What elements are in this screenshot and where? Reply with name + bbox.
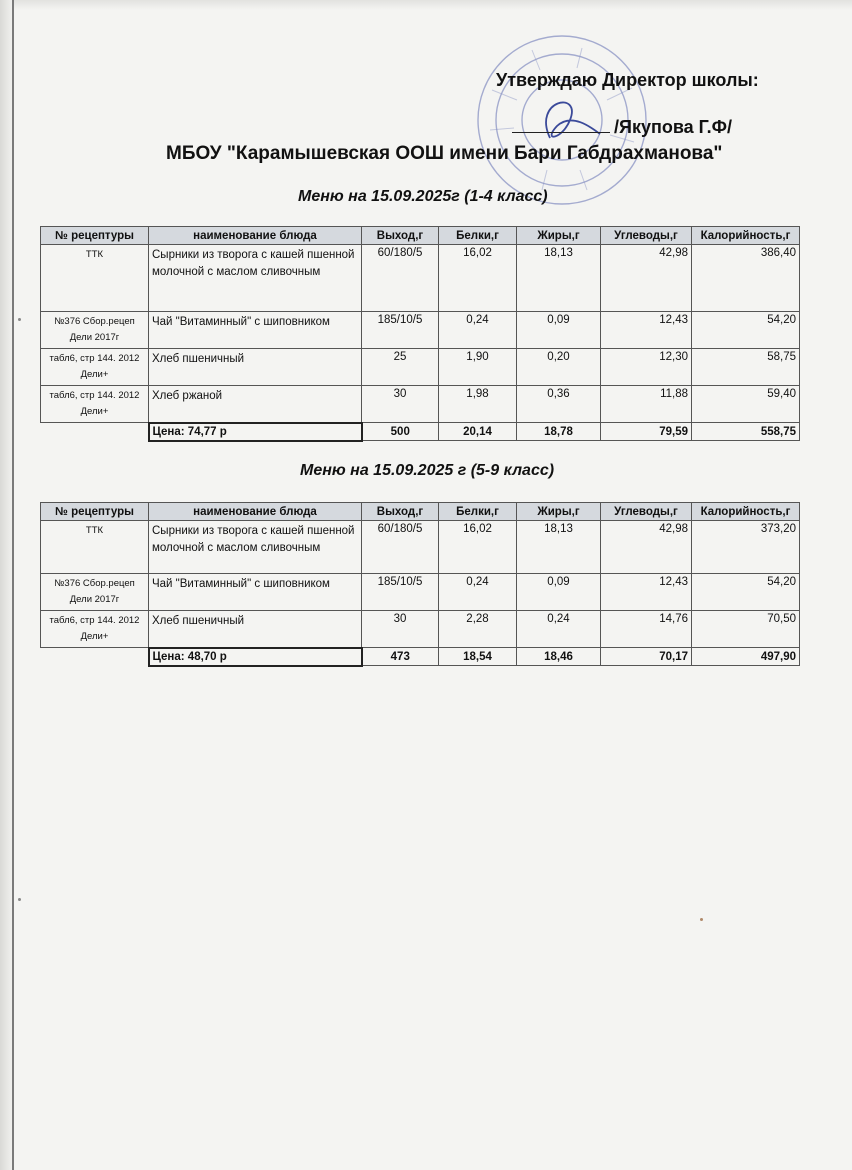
price-cell: Цена: 74,77 р bbox=[149, 423, 362, 441]
recipe-code: ТТК bbox=[41, 521, 149, 574]
table-header-row bbox=[41, 503, 800, 521]
col-header: № рецептуры bbox=[41, 503, 149, 521]
table-row bbox=[41, 312, 800, 349]
kcal-cell: 54,20 bbox=[692, 574, 800, 611]
dish-name: Хлеб ржаной bbox=[149, 386, 362, 423]
yield-cell: 185/10/5 bbox=[362, 574, 439, 611]
menu-title-1-4: Меню на 15.09.2025г (1-4 класс) bbox=[298, 188, 548, 205]
recipe-code: табл6, стр 144. 2012 Дели+ bbox=[41, 611, 149, 648]
scan-line bbox=[12, 0, 14, 1170]
menu-table-5-9 bbox=[40, 502, 800, 667]
carbs-cell: 42,98 bbox=[601, 521, 692, 574]
kcal-cell: 70,50 bbox=[692, 611, 800, 648]
protein-cell: 0,24 bbox=[439, 312, 517, 349]
table-header-row bbox=[41, 227, 800, 245]
kcal-cell: 54,20 bbox=[692, 312, 800, 349]
protein-cell: 1,98 bbox=[439, 386, 517, 423]
carbs-cell: 11,88 bbox=[601, 386, 692, 423]
dish-name: Хлеб пшеничный bbox=[149, 349, 362, 386]
kcal-cell: 58,75 bbox=[692, 349, 800, 386]
protein-cell: 16,02 bbox=[439, 521, 517, 574]
col-header: Углеводы,г bbox=[601, 503, 692, 521]
kcal-cell: 59,40 bbox=[692, 386, 800, 423]
table-row bbox=[41, 521, 800, 574]
total-yield: 500 bbox=[362, 423, 439, 441]
col-header: Выход,г bbox=[362, 227, 439, 245]
total-row bbox=[41, 423, 800, 441]
carbs-cell: 12,30 bbox=[601, 349, 692, 386]
recipe-code: табл6, стр 144. 2012 Дели+ bbox=[41, 386, 149, 423]
carbs-cell: 42,98 bbox=[601, 245, 692, 312]
total-fat: 18,46 bbox=[517, 648, 601, 666]
kcal-cell: 386,40 bbox=[692, 245, 800, 312]
total-kcal: 558,75 bbox=[692, 423, 800, 441]
total-protein: 18,54 bbox=[439, 648, 517, 666]
col-header: Белки,г bbox=[439, 227, 517, 245]
col-header: наименование блюда bbox=[149, 503, 362, 521]
total-carbs: 79,59 bbox=[601, 423, 692, 441]
col-header: Углеводы,г bbox=[601, 227, 692, 245]
recipe-code: табл6, стр 144. 2012 Дели+ bbox=[41, 349, 149, 386]
protein-cell: 16,02 bbox=[439, 245, 517, 312]
yield-cell: 60/180/5 bbox=[362, 521, 439, 574]
recipe-code: ТТК bbox=[41, 245, 149, 312]
total-spacer bbox=[41, 423, 149, 441]
protein-cell: 2,28 bbox=[439, 611, 517, 648]
fat-cell: 0,36 bbox=[517, 386, 601, 423]
menu-table-1-4 bbox=[40, 226, 800, 442]
yield-cell: 185/10/5 bbox=[362, 312, 439, 349]
col-header: Выход,г bbox=[362, 503, 439, 521]
signature-line bbox=[512, 116, 732, 138]
carbs-cell: 14,76 bbox=[601, 611, 692, 648]
col-header: Жиры,г bbox=[517, 227, 601, 245]
fat-cell: 0,09 bbox=[517, 312, 601, 349]
total-spacer bbox=[41, 648, 149, 666]
col-header: Калорийность,г bbox=[692, 503, 800, 521]
yield-cell: 30 bbox=[362, 386, 439, 423]
table-row bbox=[41, 245, 800, 312]
total-fat: 18,78 bbox=[517, 423, 601, 441]
yield-cell: 30 bbox=[362, 611, 439, 648]
scan-edge-top bbox=[0, 0, 852, 10]
yield-cell: 25 bbox=[362, 349, 439, 386]
paper-speck bbox=[18, 898, 21, 901]
col-header: наименование блюда bbox=[149, 227, 362, 245]
fat-cell: 18,13 bbox=[517, 521, 601, 574]
price-cell: Цена: 48,70 р bbox=[149, 648, 362, 666]
signature-blank bbox=[512, 116, 610, 133]
fat-cell: 0,24 bbox=[517, 611, 601, 648]
approval-title: Утверждаю Директор школы: bbox=[496, 70, 759, 90]
menu-title-5-9: Меню на 15.09.2025 г (5-9 класс) bbox=[300, 462, 555, 479]
fat-cell: 0,20 bbox=[517, 349, 601, 386]
table-row bbox=[41, 611, 800, 648]
dish-name: Чай "Витаминный" с шиповником bbox=[149, 312, 362, 349]
dish-name: Чай "Витаминный" с шиповником bbox=[149, 574, 362, 611]
total-protein: 20,14 bbox=[439, 423, 517, 441]
total-kcal: 497,90 bbox=[692, 648, 800, 666]
table-row bbox=[41, 574, 800, 611]
protein-cell: 1,90 bbox=[439, 349, 517, 386]
recipe-code: №376 Сбор.рецеп Дели 2017г bbox=[41, 312, 149, 349]
kcal-cell: 373,20 bbox=[692, 521, 800, 574]
paper-speck bbox=[18, 318, 21, 321]
dish-name: Сырники из творога с кашей пшенной молочной с маслом сливочным bbox=[149, 245, 362, 312]
col-header: Жиры,г bbox=[517, 503, 601, 521]
total-yield: 473 bbox=[362, 648, 439, 666]
yield-cell: 60/180/5 bbox=[362, 245, 439, 312]
carbs-cell: 12,43 bbox=[601, 312, 692, 349]
col-header: Калорийность,г bbox=[692, 227, 800, 245]
carbs-cell: 12,43 bbox=[601, 574, 692, 611]
recipe-code: №376 Сбор.рецеп Дели 2017г bbox=[41, 574, 149, 611]
dish-name: Сырники из творога с кашей пшенной молочной с маслом сливочным bbox=[149, 521, 362, 574]
fat-cell: 18,13 bbox=[517, 245, 601, 312]
dish-name: Хлеб пшеничный bbox=[149, 611, 362, 648]
school-name: МБОУ "Карамышевская ООШ имени Бари Габдрахманова" bbox=[166, 143, 723, 164]
protein-cell: 0,24 bbox=[439, 574, 517, 611]
total-carbs: 70,17 bbox=[601, 648, 692, 666]
table-row bbox=[41, 386, 800, 423]
table-row bbox=[41, 349, 800, 386]
fat-cell: 0,09 bbox=[517, 574, 601, 611]
col-header: № рецептуры bbox=[41, 227, 149, 245]
total-row bbox=[41, 648, 800, 666]
col-header: Белки,г bbox=[439, 503, 517, 521]
director-name: /Якупова Г.Ф/ bbox=[614, 117, 732, 137]
paper-speck bbox=[700, 918, 703, 921]
